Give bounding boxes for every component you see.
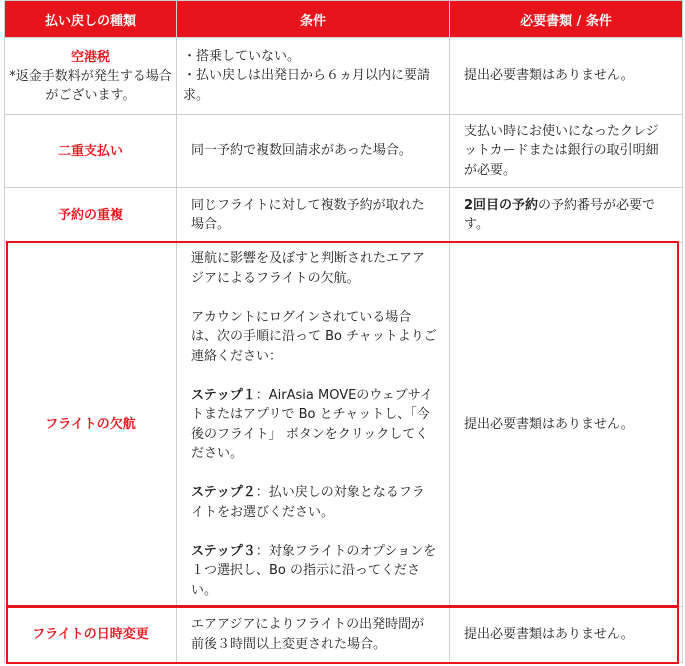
conditions-cell: 同一予約で複数回請求があった場合。 <box>177 115 450 188</box>
condition-item: ・払い戻しは出発日から６ヵ月以内に要請求。 <box>183 68 431 103</box>
step-3-text: ：対象フライトのオプションを１つ選択し、Bo の指示に沿ってください。 <box>191 543 437 598</box>
header-documents: 必要書類 / 条件 <box>450 1 683 38</box>
table-row <box>5 115 683 188</box>
refund-type-name: 空港税 <box>70 49 110 65</box>
conditions-cell <box>177 38 450 115</box>
documents-emphasis: 2回目の予約 <box>464 197 539 213</box>
documents-cell: 提出必要書類はありません。 <box>450 243 683 607</box>
documents-cell: 提出必要書類はありません。 <box>450 607 683 663</box>
header-refund-type: 払い戻しの種類 <box>5 1 177 38</box>
table-row <box>5 243 683 607</box>
refund-type-cell <box>5 188 177 243</box>
refund-type-name: フライトの欠航 <box>45 417 136 432</box>
table-header-row <box>5 1 683 38</box>
step-2 <box>191 483 437 522</box>
step-1-text: ：AirAsia MOVEのウェブサイトまたはアプリで Bo とチャットし、「今後のフライト」 ボタンをクリックしてください。 <box>191 387 433 461</box>
condition-login-note: アカウントにログインされている場合は、次の手順に沿って Bo チャットよりご連絡ください： <box>191 309 437 364</box>
refund-type-note: *返金手数料が発生する場合がございます。 <box>9 68 172 103</box>
documents-cell <box>450 188 683 243</box>
condition-intro: 運航に影響を及ぼすと判断されたエアアジアによるフライトの欠航。 <box>191 251 426 286</box>
header-conditions: 条件 <box>177 1 450 38</box>
table-row <box>5 38 683 115</box>
documents-text: の予約番号が必要です。 <box>464 197 656 232</box>
conditions-cell: 同じフライトに対して複数予約が取れた場合。 <box>177 188 450 243</box>
step-1 <box>191 386 437 464</box>
step-2-label: ステップ２ <box>191 485 256 500</box>
refund-type-name: フライトの日時変更 <box>32 627 149 642</box>
step-3 <box>191 542 437 601</box>
refund-type-name: 二重支払い <box>57 143 123 159</box>
table-row <box>5 607 683 663</box>
step-2-text: ：払い戻しの対象となるフライトをお選びください。 <box>191 485 425 520</box>
refund-type-cell <box>5 115 177 188</box>
table-row <box>5 188 683 243</box>
refund-type-name: 予約の重複 <box>57 207 123 223</box>
conditions-cell: エアアジアによりフライトの出発時間が前後３時間以上変更された場合。 <box>177 607 450 663</box>
condition-item: ・搭乗していない。 <box>183 48 301 64</box>
documents-cell: 支払い時にお使いになったクレジットカードまたは銀行の取引明細が必要。 <box>450 115 683 188</box>
documents-cell: 提出必要書類はありません。 <box>450 38 683 115</box>
refund-types-table <box>4 0 683 663</box>
conditions-cell <box>177 243 450 607</box>
step-3-label: ステップ３ <box>191 543 256 559</box>
step-1-label: ステップ１ <box>191 387 256 403</box>
refund-type-cell <box>5 607 177 663</box>
refund-type-cell <box>5 243 177 607</box>
refund-type-cell <box>5 38 177 115</box>
